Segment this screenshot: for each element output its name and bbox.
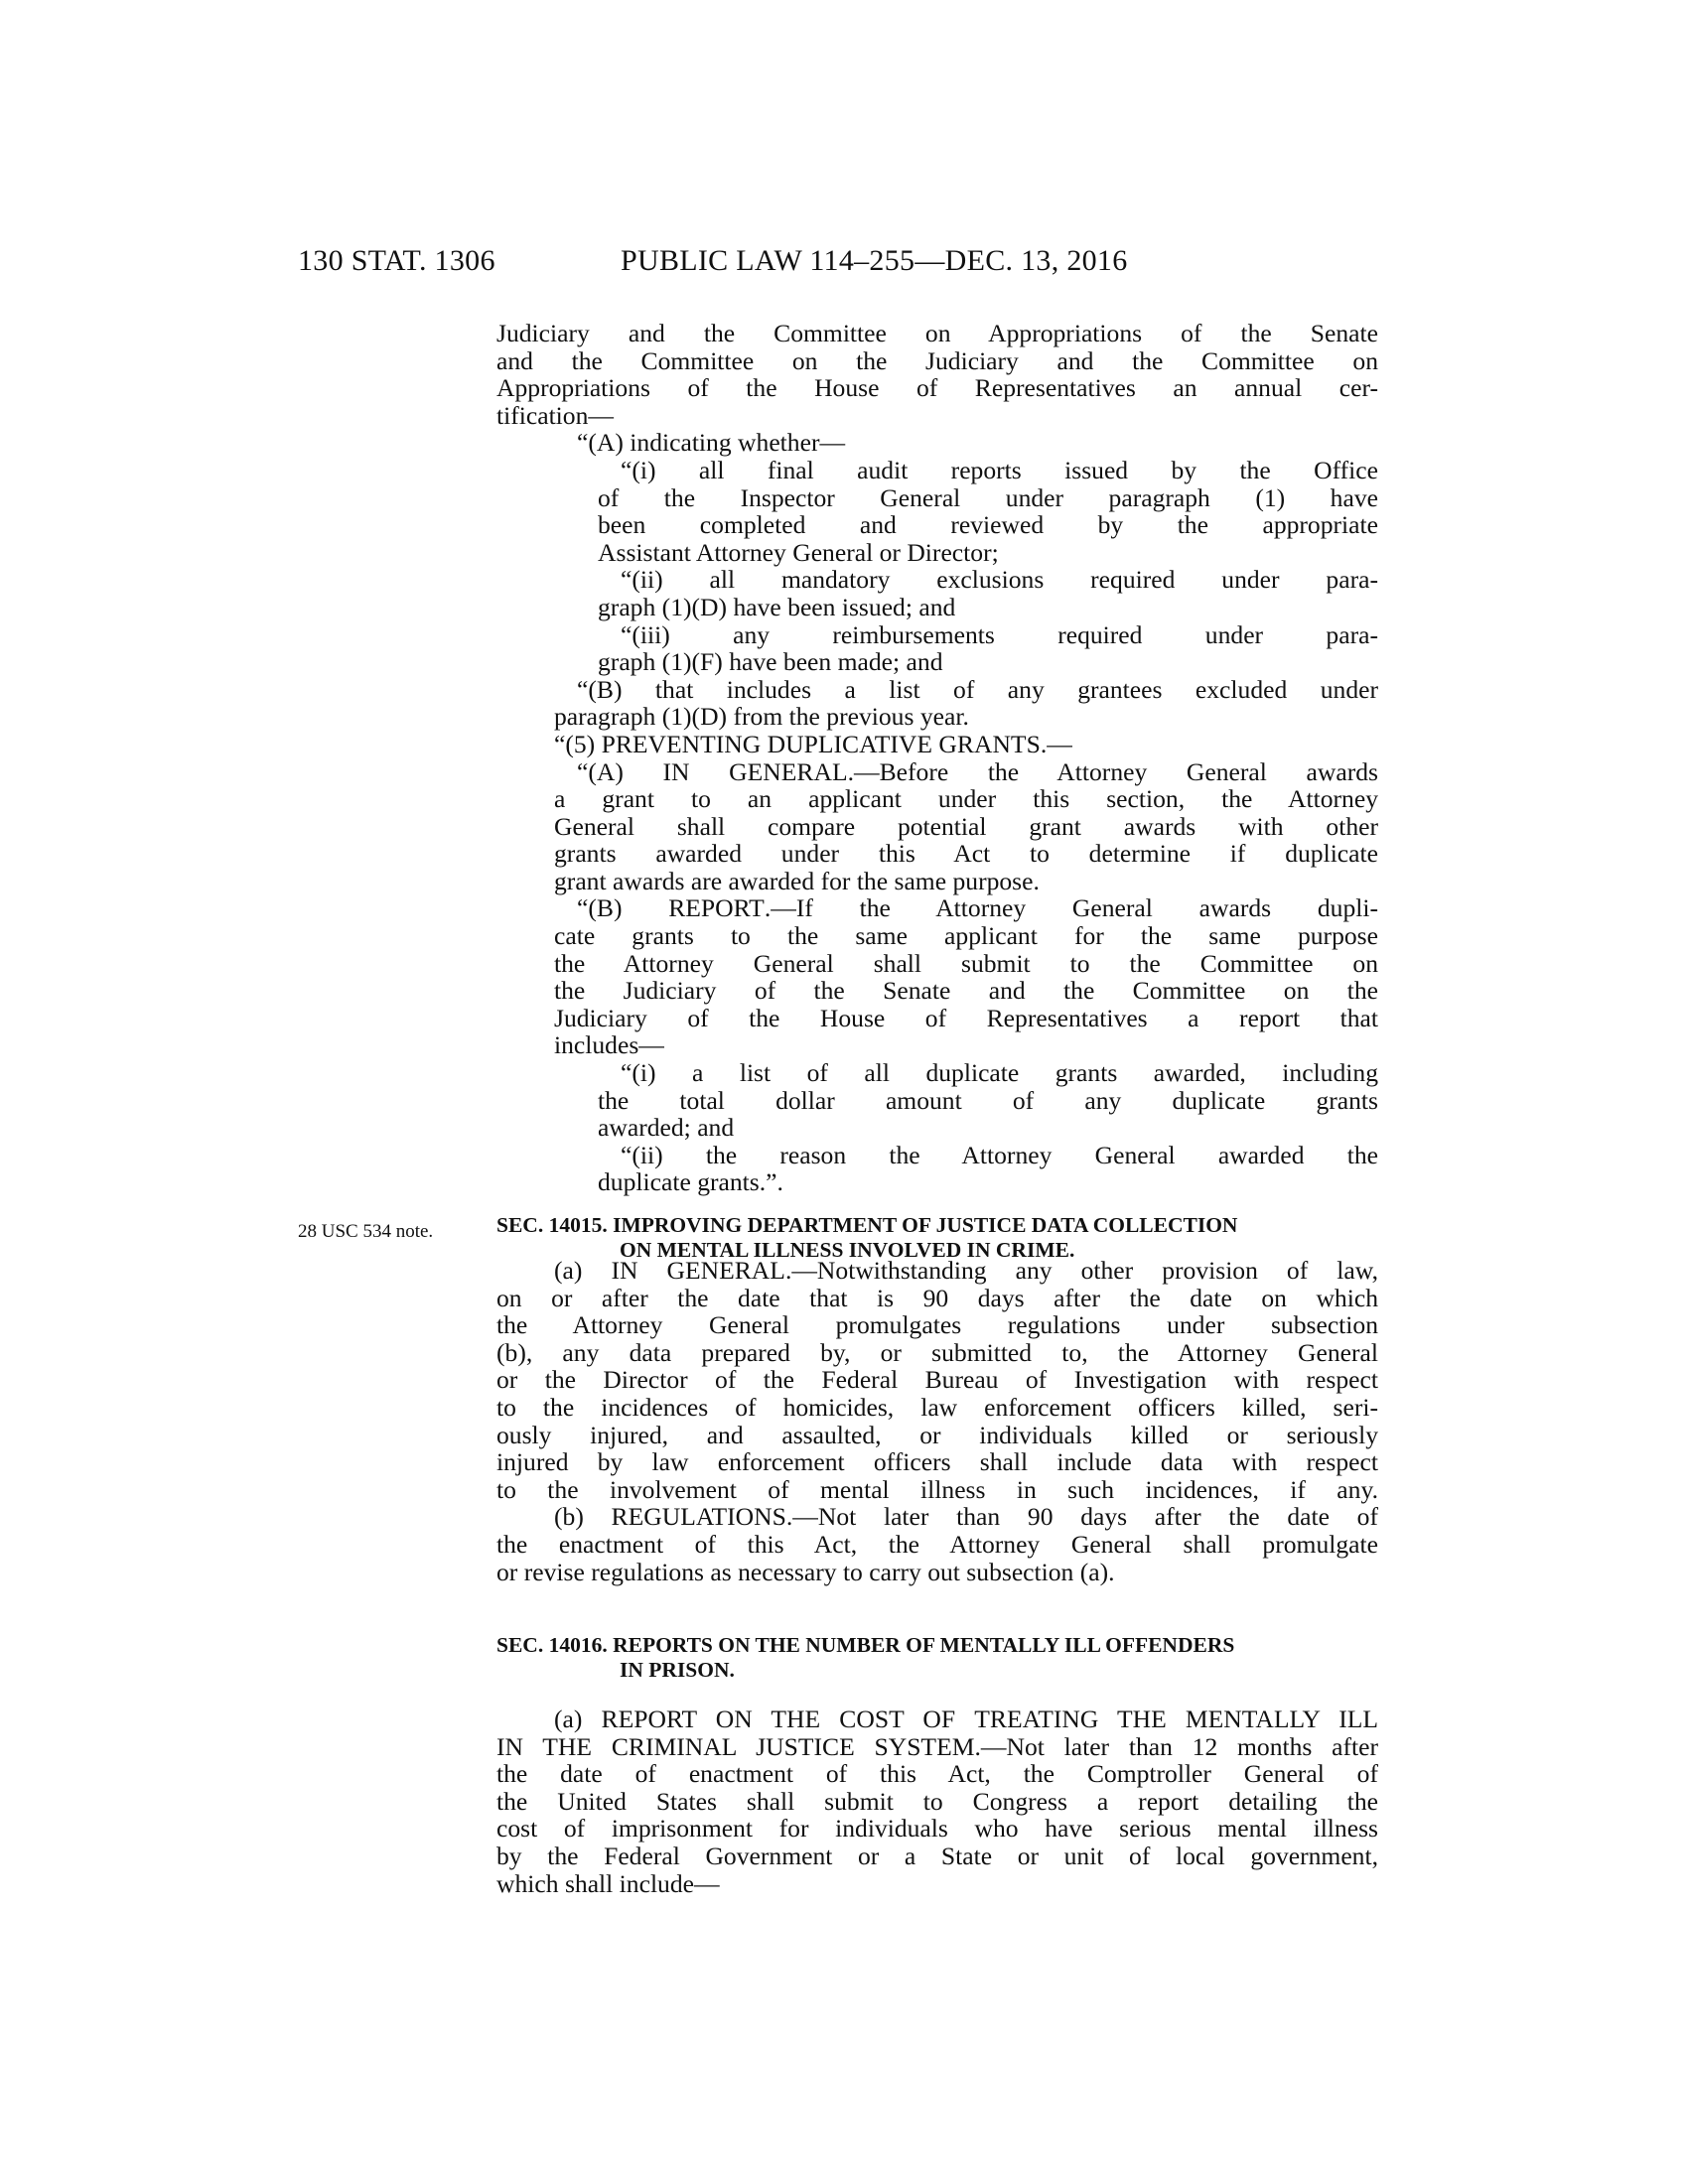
text-line: or revise regulations as necessary to carry out subsection (a). <box>496 1557 1115 1586</box>
text-block-section-14016 <box>496 1706 1378 1897</box>
margin-note: 28 USC 534 note. <box>298 1221 434 1242</box>
section-heading-line: IN PRISON. <box>620 1658 735 1682</box>
text-line: IN THE CRIMINAL JUSTICE SYSTEM.—Not later than 12 months after <box>496 1731 1378 1761</box>
section-heading-14016 <box>496 1633 1378 1683</box>
text-line: ously injured, and assaulted, or individuals killed or seriously <box>496 1420 1378 1449</box>
text-line: been completed and reviewed by the appropriate <box>598 510 1378 540</box>
section-heading-line: SEC. 14016. REPORTS ON THE NUMBER OF MENTALLY ILL OFFENDERS <box>496 1633 1235 1657</box>
section-heading-line: SEC. 14015. IMPROVING DEPARTMENT OF JUSTICE DATA COLLECTION <box>496 1213 1238 1237</box>
text-line: or the Director of the Federal Bureau of Investigation with respect <box>496 1365 1378 1395</box>
text-line: “(B) that includes a list of any grantees excluded under <box>577 674 1378 704</box>
text-line: the Attorney General shall submit to the Committee on <box>554 948 1378 978</box>
text-line: grant awards are awarded for the same purpose. <box>554 866 1040 895</box>
text-line: the enactment of this Act, the Attorney General shall promulgate <box>496 1529 1378 1559</box>
text-line: (b), any data prepared by, or submitted to, the Attorney General <box>496 1337 1378 1367</box>
page-header <box>298 244 1370 284</box>
text-line: General shall compare potential grant awards with other <box>554 811 1378 841</box>
text-line: (b) REGULATIONS.—Not later than 90 days after the date of <box>554 1502 1379 1532</box>
text-line: by the Federal Government or a State or unit of local government, <box>496 1841 1378 1870</box>
text-line: graph (1)(F) have been made; and <box>598 647 943 677</box>
text-line: “(A) IN GENERAL.—Before the Attorney General awards <box>577 756 1379 786</box>
public-law-citation: PUBLIC LAW 114–255—DEC. 13, 2016 <box>621 244 1128 277</box>
text-line: (a) IN GENERAL.—Notwithstanding any other provision of law, <box>554 1256 1378 1285</box>
text-line: the date of enactment of this Act, the Comptroller General of <box>496 1759 1378 1789</box>
text-line: grants awarded under this Act to determine if duplicate <box>554 839 1378 869</box>
text-line: “(A) indicating whether— <box>577 428 846 458</box>
text-line: paragraph (1)(D) from the previous year. <box>554 702 969 732</box>
text-line: which shall include— <box>496 1868 720 1898</box>
text-line: the total dollar amount of any duplicate grants <box>598 1085 1378 1115</box>
text-line: of the Inspector General under paragraph (1) have <box>598 482 1378 512</box>
text-line: “(ii) all mandatory exclusions required under para- <box>621 565 1378 595</box>
text-line: cate grants to the same applicant for the same purpose <box>554 921 1378 951</box>
text-line: on or after the date that is 90 days after the date on which <box>496 1283 1378 1312</box>
text-line: the United States shall submit to Congress a report detailing the <box>496 1786 1378 1816</box>
text-line: duplicate grants.”. <box>598 1167 783 1197</box>
text-block-section-14015 <box>496 1257 1378 1585</box>
text-line: Judiciary and the Committee on Appropriations of the Senate <box>496 319 1378 347</box>
text-line: the Attorney General promulgates regulations under subsection <box>496 1310 1378 1340</box>
text-line: “(ii) the reason the Attorney General awarded the <box>621 1140 1378 1169</box>
text-line: graph (1)(D) have been issued; and <box>598 592 956 621</box>
text-line: a grant to an applicant under this section, the Attorney <box>554 784 1378 814</box>
statute-page-number: 130 STAT. 1306 <box>298 244 495 277</box>
text-line: “(i) all final audit reports issued by the Office <box>621 455 1378 484</box>
text-line: (a) REPORT ON THE COST OF TREATING THE MENTALLY ILL <box>554 1705 1379 1733</box>
text-line: the Judiciary of the Senate and the Committee on the <box>554 976 1378 1006</box>
text-line: to the involvement of mental illness in such incidences, if any. <box>496 1474 1378 1504</box>
section-heading-line: ON MENTAL ILLNESS INVOLVED IN CRIME. <box>620 1238 1075 1262</box>
text-line: injured by law enforcement officers shall include data with respect <box>496 1447 1378 1477</box>
text-line: “(i) a list of all duplicate grants awarded, including <box>621 1058 1378 1088</box>
text-line: and the Committee on the Judiciary and the Committee on <box>496 345 1378 375</box>
text-line: “(5) PREVENTING DUPLICATIVE GRANTS.— <box>554 729 1072 758</box>
text-line: Assistant Attorney General or Director; <box>598 537 999 567</box>
text-line: cost of imprisonment for individuals who have serious mental illness <box>496 1814 1378 1843</box>
text-line: “(iii) any reimbursements required under para- <box>621 619 1378 649</box>
text-block-continuation <box>496 320 1378 1196</box>
text-line: includes— <box>554 1030 664 1060</box>
text-line: awarded; and <box>598 1113 735 1143</box>
text-line: Judiciary of the House of Representatives a report that <box>554 1003 1378 1032</box>
text-line: tification— <box>496 400 614 430</box>
text-line: “(B) REPORT.—If the Attorney General awards dupli- <box>577 893 1378 923</box>
text-line: to the incidences of homicides, law enforcement officers killed, seri- <box>496 1392 1378 1422</box>
text-line: Appropriations of the House of Representatives an annual cer- <box>496 373 1378 403</box>
